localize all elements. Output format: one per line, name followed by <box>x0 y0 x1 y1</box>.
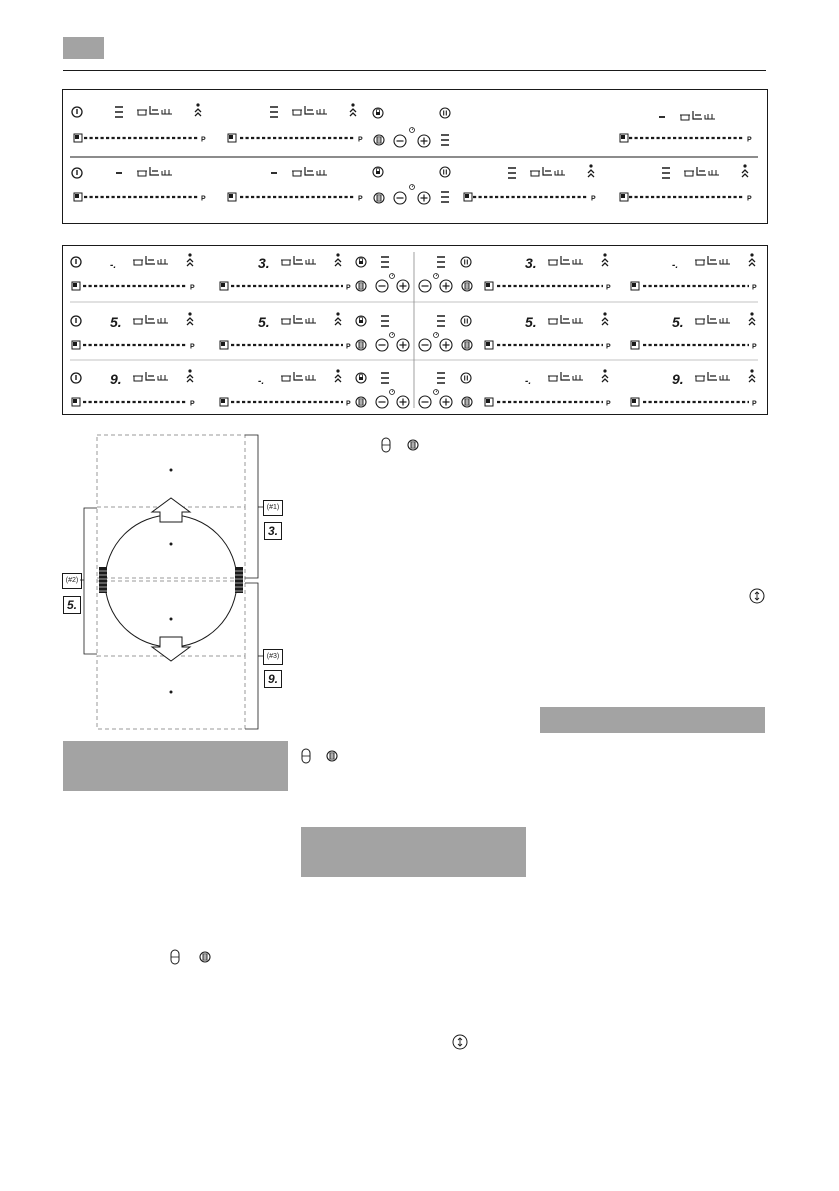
power-icon <box>72 107 82 117</box>
power-slider <box>643 285 757 292</box>
arrow-down-icon <box>152 637 190 661</box>
minus-icon <box>394 135 406 147</box>
level-bars-icon <box>437 316 445 326</box>
minus-icon <box>419 339 431 351</box>
pot-icon <box>530 167 565 176</box>
power-slider-label: P <box>346 400 351 408</box>
power-slider <box>231 401 351 408</box>
zone-level-1: 3. <box>264 522 282 540</box>
power-slider <box>231 285 351 292</box>
power-slider-label: P <box>752 343 757 351</box>
zone-level-3: 9. <box>264 670 282 688</box>
power-slider-label: P <box>606 284 611 292</box>
pause-icon <box>461 373 471 383</box>
bridge-icon <box>374 135 384 145</box>
zone-select-icon <box>485 341 493 349</box>
timer-icon <box>410 128 415 133</box>
bridge-icon <box>408 440 418 450</box>
power-slider <box>84 196 206 203</box>
level-bars-icon <box>115 107 123 117</box>
zone-select-icon <box>631 341 639 349</box>
power-slider-label: P <box>190 343 195 351</box>
plus-icon <box>418 192 430 204</box>
power-icon <box>71 316 81 326</box>
lock-icon <box>356 373 366 383</box>
pot-icon <box>281 256 316 265</box>
level-digit: 3. <box>525 255 537 271</box>
level-bars-icon <box>441 192 449 202</box>
arrow-up-icon <box>152 498 190 522</box>
power-icon <box>72 168 82 178</box>
power-slider <box>473 196 596 203</box>
pot-icon <box>137 106 172 115</box>
power-icon <box>71 257 81 267</box>
bracket-bottom <box>245 583 258 729</box>
level-digit: 9. <box>672 371 684 387</box>
move-icon <box>453 1035 467 1049</box>
power-slider <box>231 344 351 351</box>
plus-icon <box>397 280 409 292</box>
bridge-icon <box>200 952 210 962</box>
pause-icon <box>440 108 450 118</box>
lock-icon <box>356 257 366 267</box>
pause-icon <box>440 167 450 177</box>
power-slider-label: P <box>346 284 351 292</box>
zone-center-dot <box>170 543 173 546</box>
booster-icon <box>350 103 356 116</box>
timer-icon <box>390 333 395 338</box>
timer-icon <box>434 390 439 395</box>
power-slider-label: P <box>190 284 195 292</box>
plus-icon <box>440 280 452 292</box>
booster-icon <box>195 103 201 116</box>
power-slider-label: P <box>358 195 363 203</box>
zone-select-icon <box>631 398 639 406</box>
bridge-icon <box>356 397 366 407</box>
minus-icon <box>419 280 431 292</box>
booster-icon <box>749 369 755 382</box>
pot-icon <box>133 256 168 265</box>
level-bars-icon <box>270 107 278 117</box>
level-digit: -. <box>258 376 265 387</box>
booster-icon <box>187 253 193 266</box>
zone-center-dot <box>170 618 173 621</box>
zone-select-icon <box>220 282 228 290</box>
bracket-left <box>84 508 97 654</box>
move-icon <box>750 589 764 603</box>
pause-icon <box>461 257 471 267</box>
power-slider-label: P <box>201 136 206 144</box>
plus-icon <box>418 135 430 147</box>
booster-icon <box>602 369 608 382</box>
power-icon <box>71 373 81 383</box>
zone-label-1: (#1) <box>263 500 283 516</box>
power-slider <box>497 401 611 408</box>
power-slider <box>83 401 195 408</box>
level-bars-icon <box>381 316 389 326</box>
zone-select-icon <box>485 282 493 290</box>
zone-select-icon <box>485 398 493 406</box>
zone-select-icon <box>220 341 228 349</box>
minus-icon <box>394 192 406 204</box>
power-slider-label: P <box>358 136 363 144</box>
section-bar-middle <box>301 827 526 877</box>
zone-select-icon <box>620 134 628 142</box>
level-bars-icon <box>437 373 445 383</box>
level-bars-icon <box>662 168 670 178</box>
lock-icon <box>373 108 383 118</box>
level-bars-icon <box>508 168 516 178</box>
pot-icon <box>548 256 583 265</box>
level-digit: 5. <box>258 314 270 330</box>
bridge-icon <box>462 397 472 407</box>
pot-icon <box>548 315 583 324</box>
bridge-icon <box>356 281 366 291</box>
bridge-icon <box>327 751 337 761</box>
zone-select-icon <box>228 193 236 201</box>
power-slider <box>643 401 757 408</box>
power-slider-label: P <box>190 400 195 408</box>
section-bar-right <box>540 707 765 733</box>
pot-icon <box>292 106 327 115</box>
power-slider-label: P <box>201 195 206 203</box>
zone-select-icon <box>228 134 236 142</box>
booster-icon <box>187 369 193 382</box>
power-slider-label: P <box>747 136 752 144</box>
power-slider-label: P <box>606 343 611 351</box>
power-slider <box>629 196 752 203</box>
power-slider <box>643 344 757 351</box>
minus-icon <box>376 396 388 408</box>
booster-icon <box>602 253 608 266</box>
level-bars-icon <box>437 257 445 267</box>
zone-capsule-icon <box>382 438 390 452</box>
level-digit: 5. <box>525 314 537 330</box>
plus-icon <box>397 396 409 408</box>
bridge-icon <box>462 281 472 291</box>
level-bars-icon <box>381 257 389 267</box>
pot-icon <box>292 167 327 176</box>
booster-icon <box>335 253 341 266</box>
timer-icon <box>390 390 395 395</box>
power-slider <box>84 137 206 144</box>
power-slider-label: P <box>591 195 596 203</box>
level-bars-icon <box>381 373 389 383</box>
zone-center-dot <box>170 469 173 472</box>
power-slider <box>629 137 752 144</box>
pause-icon <box>461 316 471 326</box>
level-digit: 9. <box>110 371 122 387</box>
booster-icon <box>588 164 594 177</box>
zone-select-icon <box>72 398 80 406</box>
zone-select-icon <box>220 398 228 406</box>
zone-select-icon <box>631 282 639 290</box>
level-digit: -. <box>110 260 117 271</box>
power-slider <box>497 285 611 292</box>
pot-icon <box>695 256 730 265</box>
pot-icon <box>695 315 730 324</box>
zone-select-icon <box>620 193 628 201</box>
minus-icon <box>376 280 388 292</box>
level-digit: -. <box>672 260 679 271</box>
timer-icon <box>434 274 439 279</box>
lock-icon <box>356 316 366 326</box>
power-slider-label: P <box>752 400 757 408</box>
booster-icon <box>335 369 341 382</box>
zone-center-dot <box>170 691 173 694</box>
pot-icon <box>281 315 316 324</box>
booster-icon <box>749 253 755 266</box>
zone-capsule-icon <box>302 749 310 763</box>
level-digit: -. <box>525 376 532 387</box>
power-slider <box>240 196 363 203</box>
plus-icon <box>397 339 409 351</box>
power-slider-label: P <box>346 343 351 351</box>
section-bar-left <box>63 741 288 791</box>
pot-icon <box>684 167 719 176</box>
power-slider <box>497 344 611 351</box>
booster-icon <box>742 164 748 177</box>
booster-icon <box>749 312 755 325</box>
zone-select-icon <box>72 341 80 349</box>
lock-icon <box>373 167 383 177</box>
plus-icon <box>440 339 452 351</box>
minus-icon <box>376 339 388 351</box>
pot-icon <box>281 372 316 381</box>
power-slider-label: P <box>606 400 611 408</box>
bridge-icon <box>374 193 384 203</box>
bridge-icon <box>462 340 472 350</box>
pot-icon <box>137 167 172 176</box>
zone-select-icon <box>464 193 472 201</box>
zone-select-icon <box>74 193 82 201</box>
plus-icon <box>440 396 452 408</box>
booster-icon <box>187 312 193 325</box>
power-slider <box>83 344 195 351</box>
timer-icon <box>390 274 395 279</box>
minus-icon <box>419 396 431 408</box>
level-digit: 5. <box>672 314 684 330</box>
bracket-top <box>245 435 258 578</box>
level-bars-icon <box>441 135 449 145</box>
pot-icon <box>548 372 583 381</box>
zone-label-3: (#3) <box>263 649 283 665</box>
timer-icon <box>434 333 439 338</box>
power-slider <box>83 285 195 292</box>
zone-select-icon <box>74 134 82 142</box>
pot-icon <box>680 111 715 120</box>
pot-icon <box>695 372 730 381</box>
power-slider-label: P <box>747 195 752 203</box>
zone-level-2: 5. <box>63 596 81 614</box>
pot-icon <box>133 372 168 381</box>
booster-icon <box>335 312 341 325</box>
power-slider <box>240 137 363 144</box>
power-slider-label: P <box>752 284 757 292</box>
booster-icon <box>602 312 608 325</box>
pot-icon <box>133 315 168 324</box>
level-digit: 3. <box>258 255 270 271</box>
zone-select-icon <box>72 282 80 290</box>
bridge-icon <box>356 340 366 350</box>
zone-capsule-icon <box>171 950 179 964</box>
level-digit: 5. <box>110 314 122 330</box>
zone-label-2: (#2) <box>62 573 82 589</box>
timer-icon <box>410 185 415 190</box>
